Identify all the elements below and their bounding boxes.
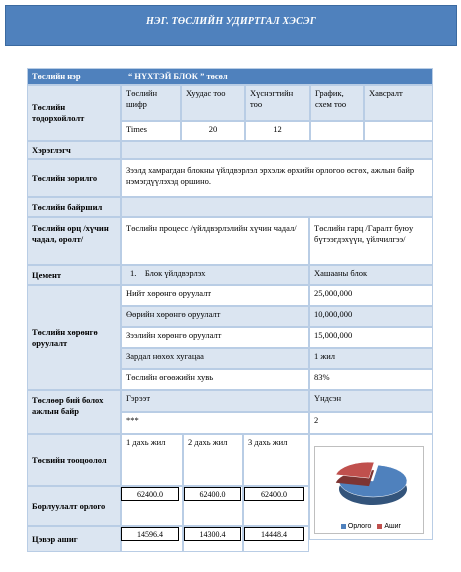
project-name-value: “ НҮХТЭЙ БЛОК ” төсөл — [128, 71, 228, 81]
profit-value: 14448.4 — [244, 527, 304, 541]
banner-title: НЭГ. ТӨСЛИЙН УДИРТГАЛ ХЭСЭГ — [146, 16, 316, 27]
profit-value: 14596.4 — [121, 527, 179, 541]
indicator-value: 83% — [309, 369, 433, 390]
jobs-label: Төслөөр бий болох ажлын байр — [27, 390, 121, 434]
jobs-permanent-header: Үндсэн — [309, 390, 433, 412]
ident-header-tables: Хүснэгтийн тоо — [245, 85, 310, 121]
revenue-value: 62400.0 — [184, 487, 241, 501]
io-process: Төслийн процесс /үйлдвэрлэлийн хүчин чадал/ — [121, 217, 309, 265]
project-name-label: Төслийн нэр — [32, 71, 81, 81]
profit-label: Цэвэр ашиг — [27, 526, 121, 552]
pie-chart-svg — [315, 447, 423, 521]
cement-label: Цемент — [27, 265, 121, 285]
ident-value-code: Times — [121, 121, 181, 141]
year-header: 3 дахь жил — [243, 434, 309, 486]
revenue-value: 62400.0 — [121, 487, 179, 501]
legend-label-profit: Ашиг — [384, 523, 402, 530]
document-banner — [5, 5, 457, 46]
ident-value-graphs — [310, 121, 364, 141]
revenue-label: Борлуулалт орлого — [27, 486, 121, 526]
legend-label-revenue: Орлого — [347, 523, 372, 530]
io-label: Төслийн орц /хүчин чадал, оролт/ — [27, 217, 121, 265]
user-label: Хэрэглэгч — [27, 141, 121, 159]
cement-output: Хашааны блок — [309, 265, 433, 285]
user-value — [121, 141, 433, 159]
ident-value-appendix — [364, 121, 433, 141]
jobs-contract-header: Гэрээт — [121, 390, 309, 412]
indicator-name: Зээлийн хөрөнгө оруулалт — [121, 327, 309, 348]
legend-swatch-profit — [377, 524, 382, 529]
indicator-name: Нийт хөрөнгө оруулалт — [121, 285, 309, 306]
indicator-name: Өөрийн хөрөнгө оруулалт — [121, 306, 309, 327]
io-output: Төслийн гарц /Гаралт буюу бүтээгдэхүүн, үйлчилгээ/ — [309, 217, 433, 265]
year-header: 2 дахь жил — [183, 434, 243, 486]
indicator-value: 25,000,000 — [309, 285, 433, 306]
investment-label: Төслийн хөрөнгө оруулалт — [27, 285, 121, 390]
revenue-profit-pie-chart — [314, 446, 424, 534]
indicator-value: 15,000,000 — [309, 327, 433, 348]
jobs-contract-value: *** — [121, 412, 309, 434]
revenue-value: 62400.0 — [244, 487, 304, 501]
jobs-permanent-value: 2 — [309, 412, 433, 434]
pie-slice-profit — [336, 462, 374, 478]
year-header: 1 дахь жил — [121, 434, 183, 486]
cement-item: 1. Блок үйлдвэрлэх — [121, 265, 309, 285]
ident-header-graphs: График, схем тоо — [310, 85, 364, 121]
profit-value: 14300.4 — [184, 527, 241, 541]
goal-value: Зээлд хамрагдан блокны үйлдвэрлэл эрхэлж өрхийн орлогоо өсгөх, ажлын байр нэмэгдүүлэхэд оршино. — [121, 159, 433, 197]
ident-header-appendix: Хавсралт — [364, 85, 433, 121]
finance-label: Төсвийн тооцоолол — [27, 434, 121, 486]
indicator-value: 1 жил — [309, 348, 433, 369]
ident-header-pages: Хуудас тоо — [181, 85, 245, 121]
location-value — [121, 197, 433, 217]
indicator-name: Төслийн өгөөжийн хувь — [121, 369, 309, 390]
ident-value-pages: 20 — [181, 121, 245, 141]
ident-header-code: Төслийн шифр — [121, 85, 181, 121]
indicator-name: Зардал нөхөх хугацаа — [121, 348, 309, 369]
project-name-row — [27, 68, 433, 85]
legend-swatch-revenue — [341, 524, 346, 529]
goal-label: Төслийн зорилго — [27, 159, 121, 197]
chart-legend — [315, 523, 423, 530]
ident-value-tables: 12 — [245, 121, 310, 141]
location-label: Төслийн байршил — [27, 197, 121, 217]
indicator-value: 10,000,000 — [309, 306, 433, 327]
identification-label: Төслийн тодорхойлолт — [27, 85, 121, 141]
